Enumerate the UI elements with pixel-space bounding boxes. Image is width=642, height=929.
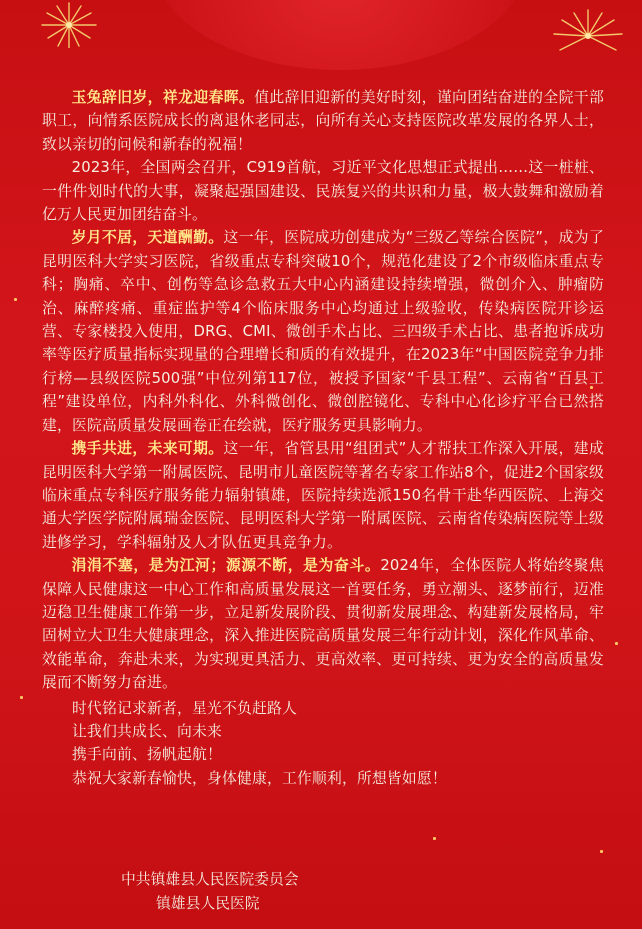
sparkle-decoration (20, 696, 23, 699)
paragraph-text: 这一年，省管县用“组团式”人才帮扶工作深入开展，建成昆明医科大学第一附属医院、昆明市儿童医院等著名专家工作站8个，促进2个国家级临床重点专科医疗服务能力辐射镇雄，医院持续选派150名骨干赴华西医院、上海交通大学医学院附属瑞金医院、昆明医科大学第一附属医院、云南省传染病医院等上级进修学习，学科辐射及人才队伍更具竞争力。 (42, 440, 604, 551)
paragraph-lead: 玉兔辞旧岁，祥龙迎春晖。 (71, 89, 255, 106)
paragraph-text: 2023年，全国两会召开，C919首航，习近平文化思想正式提出……这一桩桩、一件件划时代的大事，凝聚起强国建设、民族复兴的共识和力量，极大鼓舞和激励着亿万人民更加团结奋斗。 (42, 159, 604, 224)
paragraph (42, 437, 604, 554)
sparkle-decoration (14, 298, 17, 301)
letter-body (42, 86, 604, 790)
paragraph-text: 这一年，医院成功创建成为“三级乙等综合医院”，成为了昆明医科大学实习医院，省级重点专科突破10个，规范化建设了2个市级临床重点专科；胸痛、卒中、创伤等急诊急救五大中心内涵建设持续增强，微创介入、肿瘤防治、麻醉疼痛、重症监护等4个临床服务中心均通过上级验收，传染病医院开诊运营、专家楼投入使用，DRG、CMI、微创手术占比、三四级手术占比、患者抱诉成功率等医疗质量指标实现量的合理增长和质的有效提升，在2023年“中国医院竞争力排行榜—县级医院500强”中位列第117位，被授予国家“千县工程”、云南省“百县工程”建设单位，内科外科化、外科微创化、微创腔镜化、专科中心化诊疗平台已然搭建，医院高质量发展画卷正在绘就，医疗服务更具影响力。 (42, 229, 604, 434)
sparkle-decoration (433, 837, 436, 840)
sparkle-decoration (600, 850, 603, 853)
sparkle-decoration (615, 642, 618, 645)
paragraph (42, 86, 604, 156)
paragraph-text: 2024年，全体医院人将始终聚焦保障人民健康这一中心工作和高质量发展这一首要任务，勇立潮头、逐梦前行，迈准迈稳卫生健康工作第一步，立足新发展阶段、贯彻新发展理念、构建新发展格局，牢固树立大卫生大健康理念，深入推进医院高质量发展三年行动计划，深化作风革命、效能革命，奔赴未来，为实现更具活力、更高效率、更可持续、更为安全的高质量发展而不断努力奋进。 (42, 557, 604, 692)
paragraph-text: 值此辞旧迎新的美好时刻，谨向团结奋进的全院干部职工，向情系医院成长的离退休老同志，向所有关心支持医院改革发展的各界人士，致以亲切的问候和新春的祝福！ (42, 89, 605, 153)
firework-burst-icon (540, 8, 636, 60)
paragraph (42, 554, 604, 694)
paragraph (42, 226, 604, 437)
paragraph-lead: 岁月不居，天道酬勤。 (71, 229, 224, 247)
poem-line: 恭祝大家新春愉快，身体健康，工作顺利，所想皆如愿！ (72, 769, 447, 787)
signature-hospital: 镇雄县人民医院 (156, 895, 260, 912)
poem-line: 时代铭记求新者，星光不负赶路人 (72, 699, 297, 717)
poem-block (42, 697, 604, 791)
poem-line: 让我们共成长、向未来 (72, 722, 222, 740)
paragraph (42, 156, 604, 226)
signature-org: 中共镇雄县人民医院委员会 (121, 871, 299, 888)
paragraph-lead: 涓涓不塞，是为江河；源源不断，是为奋斗。 (71, 557, 381, 575)
top-arc-decoration (150, 0, 530, 70)
firework-burst-icon (30, 2, 108, 48)
poem-line: 携手向前、扬帆起航！ (72, 746, 222, 764)
paragraph-lead: 携手共进，未来可期。 (71, 440, 224, 458)
